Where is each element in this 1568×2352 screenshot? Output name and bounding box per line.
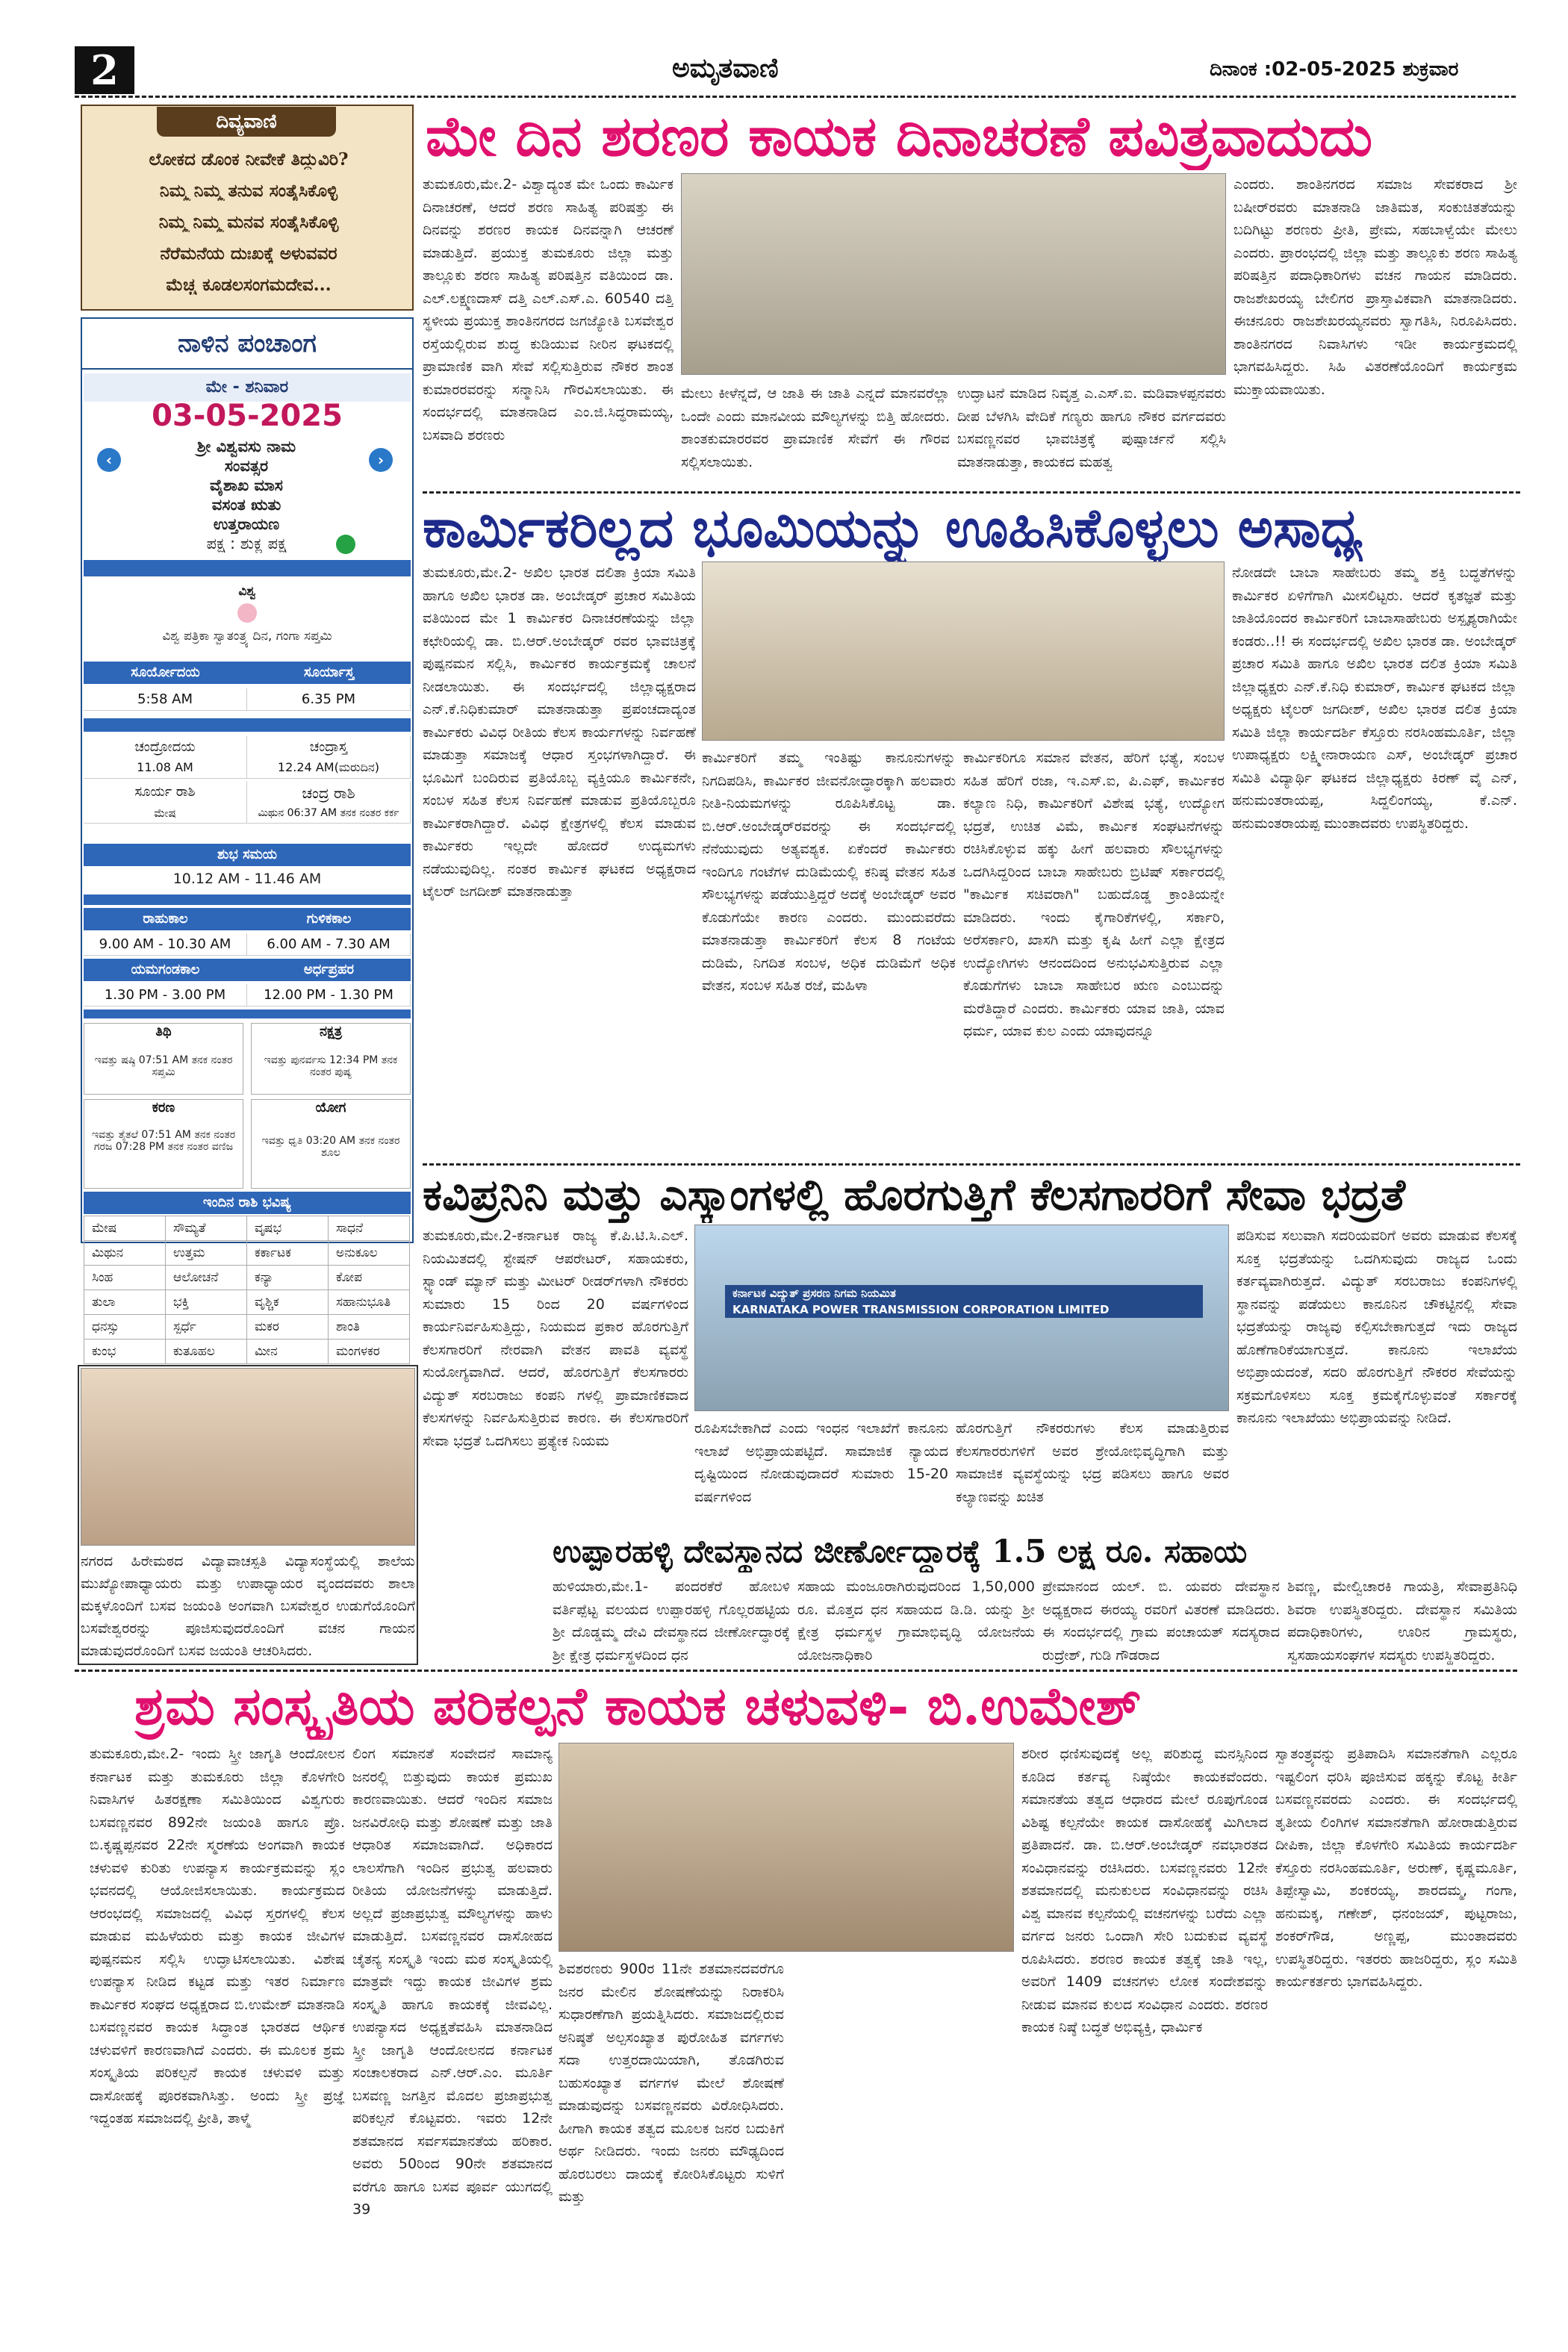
article4-col2: ಸಹಾಯ ಮಂಜೂರಾಗಿರುವುದರಿಂದ 1,50,000 ರೂ. ಮೊತ್ತದ ಧನ ಸಹಾಯದ ಡಿ.ಡಿ. ಯನ್ನು ಶ್ರೀ ಕ್ಷೇತ್ರ ಧರ್ಮಸ್ಥಳ ಗ್ರಾಮಾಭಿವೃದ್ಧಿ ಯೋಜನೆಯ ಯೋಜನಾಧಿಕಾರಿ <box>797 1578 1035 1664</box>
rashi-value: ಸ್ಪರ್ಧೆ <box>166 1315 247 1340</box>
rahu-header <box>84 908 411 930</box>
table-row <box>84 1241 410 1266</box>
chandra-rashi-label: ಚಂದ್ರ ರಾಶಿ <box>247 781 411 805</box>
rashi-name: ವೃಶ್ಚಿಕ <box>247 1290 329 1315</box>
date-line: ದಿನಾಂಕ :02-05-2025 ಶುಕ್ರವಾರ <box>1210 58 1459 81</box>
verse-line: ನೆರೆಮನೆಯ ದುಃಖಕ್ಕೆ ಅಳುವವರ <box>160 243 337 264</box>
shubha-label: ಶುಭ ಸಮಯ <box>217 847 278 862</box>
special-day: ವಿಶ್ವ ಪತ್ರಿಕಾ ಸ್ವಾತಂತ್ರ್ಯ ದಿನ, ಗಂಗಾ ಸಪ್ತಮಿ <box>162 629 332 644</box>
rashi-name: ಕರ್ಕಾಟಕ <box>247 1241 329 1266</box>
table-row <box>84 1340 410 1364</box>
article4-col4: ಶಿವಣ್ಣ, ಮೇಲ್ವಿಚಾರಕಿ ಗಾಯತ್ರಿ, ಸೇವಾಪ್ರತಿನಿಧಿ ಶಿವರಾ ಉಪಸ್ಥಿತರಿದ್ದರು. ದೇವಸ್ಥಾನ ಸಮಿತಿಯ ಪದಾಧಿಕಾರಿಗಳು, ಊರಿನ ಗ್ರಾಮಸ್ಥರು, ಸ್ವಸಹಾಯಸಂಘಗಳ ಸದಸ್ಯರು ಉಪಸ್ಥಿತರಿದ್ದರು. <box>1287 1578 1517 1664</box>
kptcl-building-photo <box>694 1225 1229 1411</box>
children-photo-caption: ನಗರದ ಹಿರೇಮಠದ ವಿದ್ಯಾವಾಚಸ್ಪತಿ ವಿದ್ಯಾಸಂಸ್ಥೆಯಲ್ಲಿ ಶಾಲೆಯ ಮುಖ್ಯೋಪಾಧ್ಯಾಯರು ಮತ್ತು ಉಪಾಧ್ಯಾಯರ ವೃಂದದವರು ಶಾಲಾ ಮಕ್ಕಳೊಂದಿಗೆ ಬಸವ ಜಯಂತಿ ಅಂಗವಾಗಿ ಬಸವೇಶ್ವರ ಉಡುಗೆಯೊಂದಿಗೆ ಬಸವೇಶ್ವರರನ್ನು ಪೂಜಿಸುವುದರೊಂದಿಗೆ ವಚನ ಗಾಯನ ಮಾಡುವುದರೊಂದಿಗೆ ಬಸವ ಜಯಂತಿ ಆಚರಿಸಿದರು. <box>81 1553 415 1659</box>
article2-col3: ಕಾರ್ಮಿಕರಿಗೂ ಸಮಾನ ವೇತನ, ಹೆರಿಗೆ ಭತ್ಯೆ, ಸಂಬಳ ಸಹಿತ ಹೆರಿಗೆ ರಜಾ, ಇ.ಎಸ್.ಐ, ಪಿ.ಎಫ್, ಕಾರ್ಮಿಕರ ಕಲ್ಯಾಣ ನಿಧಿ, ಕಾರ್ಮಿಕರಿಗೆ ವಿಶೇಷ ಭತ್ಯೆ, ಉದ್ಯೋಗ ಭದ್ರತೆ, ಉಚಿತ ವಿಮೆ, ಕಾರ್ಮಿಕ ಸಂಘಟನೆಗಳನ್ನು ರಚಿಸಿಕೊಳ್ಳುವ ಹಕ್ಕು ಹೀಗೆ ಹಲವಾರು ಸೌಲಭ್ಯಗಳನ್ನು ಒದಗಿಸಿದ್ದರಿಂದ ಬಾಬಾ ಸಾಹೇಬರು ಬ್ರಿಟಿಷ್ ಸರ್ಕಾರದಲ್ಲಿ "ಕಾರ್ಮಿಕ ಸಚಿವರಾಗಿ" ಬಹುದೊಡ್ಡ ಕ್ರಾಂತಿಯನ್ನೇ ಮಾಡಿದರು. ಇಂದು ಕೈಗಾರಿಕೆಗಳಲ್ಲಿ, ಸರ್ಕಾರಿ, ಅರೆಸರ್ಕಾರಿ, ಖಾಸಗಿ ಮತ್ತು ಕೃಷಿ ಹೀಗೆ ಎಲ್ಲಾ ಕ್ಷೇತ್ರದ ಉದ್ಯೋಗಿಗಳು ಆನಂದದಿಂದ ಅನುಭವಿಸುತ್ತಿರುವ ಎಲ್ಲಾ ಕೊಡುಗೆಗಳು ಬಾಬಾ ಸಾಹೇಬರ ಋಣ ಎಂಬುದನ್ನು ಮರೆತಿದ್ದಾರೆ ಎಂದರು. ಕಾರ್ಮಿಕರು ಯಾವ ಜಾತಿ, ಯಾವ ಧರ್ಮ, ಯಾವ ಕುಲ ಎಂದು ಯಾವುದನ್ನೂ <box>963 750 1225 1039</box>
headline-article1: ಮೇ ದಿನ ಶರಣರ ಕಾಯಕ ದಿನಾಚರಣೆ ಪವಿತ್ರವಾದುದು <box>426 105 1373 169</box>
moon-times <box>84 757 411 779</box>
rashi-table <box>84 1216 410 1364</box>
paper-name: ಅಮೃತವಾಣಿ <box>672 52 779 84</box>
article3-col1: ತುಮಕೂರು,ಮೇ.2-ಕರ್ನಾಟಕ ರಾಜ್ಯ ಕೆ.ಪಿ.ಟಿ.ಸಿ.ಎಲ್. ನಿಯಮಿತದಲ್ಲಿ ಸ್ಟೇಷನ್ ಆಪರೇಟರ್, ಸಹಾಯಕರು, ಸ್ಟ್ಯಾಂಡ್ ಮ್ಯಾನ್ ಮತ್ತು ಮೀಟರ್ ರೀಡರ್‌ಗಳಾಗಿ ನೌಕರರು ಸುಮಾರು 15 ರಿಂದ 20 ವರ್ಷಗಳಿಂದ ಕಾರ್ಯನಿರ್ವಹಿಸುತ್ತಿದ್ದು, ನಿಯಮದ ಪ್ರಕಾರ ಹೊರಗುತ್ತಿಗೆ ಕೆಲಸಗಾರರಿಗೆ ನೇರವಾಗಿ ವೇತನ ಪಾವತಿ ವ್ಯವಸ್ಥೆ ಸುಯೋಗ್ಯವಾಗಿದೆ. ಆದರೆ, ಹೊರಗುತ್ತಿಗೆ ಕೆಲಸಗಾರರು ವಿದ್ಯುತ್ ಸರಬರಾಜು ಕಂಪನಿ ಗಳಲ್ಲಿ ಪ್ರಾಮಾಣಿಕವಾದ ಕೆಲಸಗಳನ್ನು ನಿರ್ವಹಿಸುತ್ತಿರುವ ಕಾರಣ. ಈ ಕೆಲಸಗಾರರಿಗೆ ಸೇವಾ ಭದ್ರತೆ ಒದಗಿಸಲು ಪ್ರತ್ಯೇಕ ನಿಯಮ <box>423 1228 688 1449</box>
paksha: ಪಕ್ಷ : ಶುಕ್ಲ ಪಕ್ಷ <box>206 535 287 553</box>
rashi-value: ಸಾಧನೆ <box>329 1216 410 1241</box>
rashi-name: ತುಲಾ <box>84 1290 166 1315</box>
table-row <box>84 1266 410 1290</box>
panchanga-title: ನಾಳಿನ ಪಂಚಾಂಗ <box>81 317 414 370</box>
rashi-value: ಕುತೂಹಲ <box>166 1340 247 1364</box>
yoga-text: ಇವತ್ತು ಧೃತಿ 03:20 AM ತನಕ ನಂತರ ಶೂಲ <box>261 1135 400 1159</box>
tithi-label: ತಿಥಿ <box>155 1024 172 1039</box>
article5-col1: ತುಮಕೂರು,ಮೇ.2- ಇಂದು ಸ್ತ್ರೀ ಜಾಗೃತಿ ಆಂದೋಲನ ಕರ್ನಾಟಕ ಮತ್ತು ತುಮಕೂರು ಜಿಲ್ಲಾ ಕೊಳಗೇರಿ ನಿವಾಸಿಗಳ ಹಿತರಕ್ಷಣಾ ಸಮಿತಿಯಿಂದ ವಿಶ್ವಗುರು ಬಸವಣ್ಣನವರ 892ನೇ ಜಯಂತಿ ಹಾಗೂ ಪ್ರೊ. ಬಿ.ಕೃಷ್ಣಪ್ಪನವರ 22ನೇ ಸ್ಮರಣೆಯ ಅಂಗವಾಗಿ ಕಾಯಕ ಚಳುವಳಿ ಕುರಿತು ಉಪನ್ಯಾಸ ಕಾರ್ಯಕ್ರಮವನ್ನು ಸ್ಲಂ ಭವನದಲ್ಲಿ ಆಯೋಜಿಸಲಾಯಿತು. ಕಾರ್ಯಕ್ರಮದ ಆರಂಭದಲ್ಲಿ ಸಮಾಜದಲ್ಲಿ ವಿವಿಧ ಸ್ತರಗಳಲ್ಲಿ ಕೆಲಸ ಮಾಡುವ ಮಹಿಳೆಯರು ಮತ್ತು ಕಾಯಕ ಜೀವಿಗಳ ಪುಷ್ಪನಮನ ಸಲ್ಲಿಸಿ ಉದ್ಘಾಟಿಸಲಾಯಿತು. ವಿಶೇಷ ಉಪನ್ಯಾಸ ನೀಡಿದ ಕಟ್ಟಡ ಮತ್ತು ಇತರ ನಿರ್ಮಾಣ ಕಾರ್ಮಿಕರ ಸಂಘದ ಅಧ್ಯಕ್ಷರಾದ ಬಿ.ಉಮೇಶ್ ಮಾತನಾಡಿ ಬಸವಣ್ಣನವರ ಕಾಯಕ ಸಿದ್ಧಾಂತ ಭಾರತದ ಆರ್ಥಿಕ ಚಳುವಳಿಗೆ ಕಾರಣವಾಗಿದೆ ಎಂದರು. ಈ ಮೂಲಕ ಶ್ರಮ ಸಂಸ್ಕೃತಿಯ ಪರಿಕಲ್ಪನೆ ಕಾಯಕ ಚಳುವಳಿ ಮತ್ತು ದಾಸೋಹಕ್ಕೆ ಪೂರಕವಾಗಿಸಿತ್ತು. ಅಂದು ಸ್ತ್ರೀ ಪ್ರಜ್ಞೆ ಇದ್ದಂತಹ ಸಮಾಜದಲ್ಲಿ ಪ್ರೀತಿ, ತಾಳ್ಮೆ <box>90 1746 345 2127</box>
rashi-name: ಮೇಷ <box>84 1216 166 1241</box>
rashi-name: ಧನಸ್ಸು <box>84 1315 166 1340</box>
rashi-title: ಇಂದಿನ ರಾಶಿ ಭವಿಷ್ಯ <box>202 1195 292 1210</box>
nakshatra-text: ಇವತ್ತು ಪುನರ್ವಸು 12:34 PM ತನಕ ನಂತರ ಪುಷ್ಯ <box>264 1054 398 1078</box>
masthead-rule <box>75 96 1516 98</box>
rashi-value: ಮಂಗಳಕರ <box>329 1340 410 1364</box>
rashi-value: ಭಕ್ತಿ <box>166 1290 247 1315</box>
rashi-value: ಶಾಂತಿ <box>329 1315 410 1340</box>
deity-icon <box>237 603 257 623</box>
article5-col3: ಶಿವಶರಣರು 900ರ 11ನೇ ಶತಮಾನದವರೆಗೂ ಜನರ ಮೇಲಿನ ಶೋಷಣೆಯನ್ನು ನಿರಾಕರಿಸಿ ಸುಧಾರಣೆಗಾಗಿ ಪ್ರಯತ್ನಿಸಿದರು. ಸಮಾಜದಲ್ಲಿರುವ ಅನಿಷ್ಠತೆ ಅಲ್ಪಸಂಖ್ಯಾತ ಪುರೋಹಿತ ವರ್ಗಗಳು ಸದಾ ಉತ್ತರದಾಯಿಯಾಗಿ, ತೊಡಗಿರುವ ಬಹುಸಂಖ್ಯಾತ ವರ್ಗಗಳ ಮೇಲೆ ಶೋಷಣೆ ಮಾಡುವುದನ್ನು ಬಸವಣ್ಣನವರು ವಿರೋಧಿಸಿದರು. ಹೀಗಾಗಿ ಕಾಯಕ ತತ್ವದ ಮೂಲಕ ಜನರ ಬದುಕಿಗೆ ಅರ್ಥ ನೀಡಿದರು. ಇಂದು ಜನರು ಮೌಢ್ಯದಿಂದ ಹೊರಬರಲು ದಾಯಕ್ಕೆ ಕೋರಿಸಿಕೊಟ್ಟರು ಸುಳಿಗೆ ಮತ್ತು <box>559 1961 784 2205</box>
yama-header <box>84 959 411 981</box>
nakshatra-label: ನಕ್ಷತ್ರ <box>319 1024 343 1039</box>
divyavani-title: ದಿವ್ಯವಾಣಿ <box>157 107 336 137</box>
kala-divider <box>84 1009 411 1018</box>
samvatsara: ಸಂವತ್ಸರ <box>224 457 269 475</box>
rule <box>423 491 1520 494</box>
kptcl-banner-english: KARNATAKA POWER TRANSMISSION CORPORATION LIMITED <box>732 1303 1110 1316</box>
gulika-time: 6.00 AM - 7.30 AM <box>247 933 411 955</box>
sun-divider <box>84 718 411 732</box>
table-row <box>84 1315 410 1340</box>
moon-labels <box>84 736 411 758</box>
moonrise-label: ಚಂದ್ರೋದಯ <box>84 736 247 758</box>
rashi-name: ಸಿಂಹ <box>84 1266 166 1290</box>
gulika-label: ಗುಳಿಕಕಾಲ <box>306 911 352 927</box>
shubha-header <box>84 844 411 866</box>
sunset-time: 6.35 PM <box>247 688 411 710</box>
article2-col4: ನೋಡದೇ ಬಾಬಾ ಸಾಹೇಬರು ತಮ್ಮ ಶಕ್ತಿ ಬದ್ಧತೆಗಳನ್ನು ಕಾರ್ಮಿಕರ ಏಳಿಗೆಗಾಗಿ ಮೀಸಲಿಟ್ಟರು. ಆದರೆ ಕೃತಜ್ಞತೆ ಮತ್ತು ಜಾತಿಯೊಂದರ ಕಾರ್ಮಿಕರಿಗೆ ಬಾಬಾಸಾಹೇಬರು ಅಸ್ಪೃಶ್ಯರಾಗಿಯೇ ಕಂಡರು..!! ಈ ಸಂದರ್ಭದಲ್ಲಿ ಅಖಿಲ ಭಾರತ ಡಾ. ಅಂಬೇಡ್ಕರ್ ಪ್ರಚಾರ ಸಮಿತಿ ಹಾಗೂ ಅಖಿಲ ಭಾರತ ದಲಿತ ಕ್ರಿಯಾ ಸಮಿತಿ ಜಿಲ್ಲಾಧ್ಯಕ್ಷರು ಎನ್.ಕೆ.ನಿಧಿ ಕುಮಾರ್, ಕಾರ್ಮಿಕ ಘಟಕದ ಜಿಲ್ಲಾ ಅಧ್ಯಕ್ಷರು ಟೈಲರ್ ಜಗದೀಶ್, ಅಖಿಲ ಭಾರತ ದಲಿತ ಕ್ರಿಯಾ ಸಮಿತಿ ಜಿಲ್ಲಾ ಕಾರ್ಯದರ್ಶಿ ಕೆಸ್ತೂರು ನರಸಿಂಹಮೂರ್ತಿ, ಜಿಲ್ಲಾ ಉಪಾಧ್ಯಕ್ಷರು ಲಕ್ಷ್ಮೀನಾರಾಯಣ ಎಸ್, ಅಂಬೇಡ್ಕರ್ ಪ್ರಚಾರ ಸಮಿತಿ ವಿದ್ಯಾರ್ಥಿ ಘಟಕದ ಜಿಲ್ಲಾಧ್ಯಕ್ಷರು ಕಿರಣ್ ವೈ ಎನ್, ಹನುಮಂತರಾಯಪ್ಪ, ಸಿದ್ದಲಿಂಗಯ್ಯ, ಕೆ.ಎನ್. ಹನುಮಂತರಾಯಪ್ಪ ಮುಂತಾದವರು ಉಪಸ್ಥಿತರಿದ್ದರು. <box>1232 564 1517 832</box>
karana-label: ಕರಣ <box>152 1100 175 1116</box>
rashi-values <box>84 803 411 824</box>
ardha-label: ಅರ್ಧಪ್ರಹರ <box>303 962 355 977</box>
verse-line: ಲೋಕದ ಡೊಂಕ ನೀವೇಕೆ ತಿದ್ದುವಿರಿ? <box>149 149 349 169</box>
headline-article5: ಶ್ರಮ ಸಂಸ್ಕೃತಿಯ ಪರಿಕಲ್ಪನೆ ಕಾಯಕ ಚಳುವಳಿ- ಬಿ.ಉಮೇಶ್ <box>134 1675 1142 1737</box>
sunset-label: ಸೂರ್ಯಾಸ್ತ <box>303 665 355 680</box>
masa: ವೈಶಾಖ ಮಾಸ <box>210 476 283 494</box>
sun-header <box>84 662 411 684</box>
children-photo-frame <box>78 1365 418 1665</box>
rashi-name: ಕನ್ಯಾ <box>247 1266 329 1290</box>
yama-times <box>84 984 411 1007</box>
samvatsara-name: ಶ್ರೀ ವಿಶ್ವವಸು ನಾಮ <box>196 438 296 455</box>
headline-article3: ಕವಿಪ್ರನಿನಿ ಮತ್ತು ಎಸ್ಕಾಂಗಳಲ್ಲಿ ಹೊರಗುತ್ತಿಗೆ ಕೆಲಸಗಾರರಿಗೆ ಸೇವಾ ಭದ್ರತೆ <box>423 1169 1406 1220</box>
ardha-time: 12.00 PM - 1.30 PM <box>247 984 411 1006</box>
article1-col4: ಎಂದರು. ಶಾಂತಿನಗರದ ಸಮಾಜ ಸೇವಕರಾದ ಶ್ರೀ ಬಷೀರ್‌ರವರು ಮಾತನಾಡಿ ಜಾತಿಮತ, ಸಂಕುಚಿತತೆಯನ್ನು ಬದಿಗಿಟ್ಟು ಶರಣರು ಪ್ರೀತಿ, ಪ್ರೇಮ, ಸಹಬಾಳ್ವೆಯೇ ಮೇಲು ಎಂದರು. ಪ್ರಾರಂಭದಲ್ಲಿ ಜಿಲ್ಲಾ ಮತ್ತು ತಾಲ್ಲೂಕು ಶರಣ ಸಾಹಿತ್ಯ ಪರಿಷತ್ತಿನ ಪದಾಧಿಕಾರಿಗಳು ವಚನ ಗಾಯನ ಮಾಡಿದರು. ರಾಜಶೇಖರಯ್ಯ ಬೇಲಿಗರ ಪ್ರಾಸ್ತಾವಿಕವಾಗಿ ಮಾತನಾಡಿದರು. ಈಚನೂರು ರಾಜಶೇಖರಯ್ಯನವರು ಸ್ವಾಗತಿಸಿ, ನಿರೂಪಿಸಿದರು. ಶಾಂತಿನಗರದ ನಿವಾಸಿಗಳು ಇಡೀ ಕಾರ್ಯಕ್ರಮದಲ್ಲಿ ಭಾಗವಹಿಸಿದ್ದರು. ಸಿಹಿ ವಿತರಣೆಯೊಂದಿಗೆ ಕಾರ್ಯಕ್ರಮ ಮುಕ್ತಾಯವಾಯಿತು. <box>1233 176 1517 398</box>
special-label: ವಿಶ್ವ <box>238 584 256 599</box>
article5-col3b <box>790 1958 1014 2325</box>
article5-col5: ಸ್ವಾತಂತ್ರ್ಯವನ್ನು ಪ್ರತಿಪಾದಿಸಿ ಸಮಾನತೆಗಾಗಿ ಎಲ್ಲರೂ ಇಷ್ಟಲಿಂಗ ಧರಿಸಿ ಪೂಜಿಸುವ ಹಕ್ಕನ್ನು ಕೊಟ್ಟ ಕೀರ್ತಿ ಬಸವಣ್ಣನವರದು ಎಂದರು. ಈ ಸಂದರ್ಭದಲ್ಲಿ ತೃತೀಯ ಲಿಂಗಿಗಳ ಸಮಾನತೆಗಾಗಿ ಹೋರಾಡುತ್ತಿರುವ ದೀಪಿಕಾ, ಜಿಲ್ಲಾ ಕೊಳಗೇರಿ ಸಮಿತಿಯ ಕಾರ್ಯದರ್ಶಿ ಕೆಸ್ತೂರು ನರಸಿಂಹಮೂರ್ತಿ, ಅರುಣ್, ಕೃಷ್ಣಮೂರ್ತಿ, ತಿಪ್ಪೇಸ್ವಾಮಿ, ಶಂಕರಯ್ಯ, ಶಾರದಮ್ಮ, ಗಂಗಾ, ಹನುಮಕ್ಕ, ಗಣೇಶ್, ಧನಂಜಯ್, ಪುಟ್ಟರಾಜು, ಶಂಕರ್‌ಗೌಡ, ಅಣ್ಣಪ್ಪ, ಮುಂತಾದವರು ಉಪಸ್ಥಿತರಿದ್ದರು. ಇತರರು ಹಾಜರಿದ್ದರು, ಸ್ಲಂ ಸಮಿತಿ ಕಾರ್ಯಕರ್ತರು ಭಾಗವಹಿಸಿದ್ದರು. <box>1275 1746 1517 1990</box>
ambedkar-event-photo <box>702 561 1225 741</box>
rashi-value: ಆಲೋಚನೆ <box>166 1266 247 1290</box>
rahu-time: 9.00 AM - 10.30 AM <box>84 933 247 955</box>
sun-times <box>84 688 411 711</box>
verse-line: ನಿಮ್ಮ ನಿಮ್ಮ ಮನವ ಸಂತೈಸಿಕೊಳ್ಳಿ <box>158 212 339 232</box>
rashi-value: ಉತ್ತಮ <box>166 1241 247 1266</box>
sunrise-time: 5:58 AM <box>84 688 247 710</box>
kptcl-banner <box>725 1285 1203 1318</box>
tithi-text: ಇವತ್ತು ಷಷ್ಠಿ 07:51 AM ತನಕ ನಂತರ ಸಪ್ತಮಿ <box>94 1054 233 1078</box>
surya-rashi: ಮೇಷ <box>84 803 247 823</box>
rashi-name: ಕುಂಭ <box>84 1340 166 1364</box>
article1-col3: ಉದ್ಘಾಟನೆ ಮಾಡಿದ ನಿವೃತ್ತ ಎ.ಎಸ್.ಐ. ಮಡಿವಾಳಪ್ಪನವರು ದೀಪ ಬೆಳಗಿಸಿ ವೇದಿಕೆ ಗಣ್ಯರು ಹಾಗೂ ನೌಕರ ವರ್ಗದವರು ಬಸವಣ್ಣನವರ ಭಾವಚಿತ್ರಕ್ಕೆ ಪುಷ್ಪಾರ್ಚನೆ ಸಲ್ಲಿಸಿ ಮಾತನಾಡುತ್ತಾ, ಕಾಯಕದ ಮಹತ್ವ <box>957 385 1226 470</box>
shubha-divider <box>84 895 411 905</box>
sunrise-label: ಸೂರ್ಯೋದಯ <box>131 665 200 680</box>
rashi-name: ವೃಷಭ <box>247 1216 329 1241</box>
moonset-label: ಚಂದ್ರಾಸ್ತ <box>247 736 411 758</box>
next-day-button[interactable]: › <box>369 448 393 472</box>
article2-col1: ತುಮಕೂರು,ಮೇ.2- ಅಖಿಲ ಭಾರತ ದಲಿತಾ ಕ್ರಿಯಾ ಸಮಿತಿ ಹಾಗೂ ಅಖಿಲ ಭಾರತ ಡಾ. ಅಂಬೇಡ್ಕರ್ ಪ್ರಚಾರ ಸಮಿತಿಯ ವತಿಯಿಂದ ಮೇ 1 ಕಾರ್ಮಿಕರ ದಿನಾಚರಣೆಯನ್ನು ಜಿಲ್ಲಾ ಕಛೇರಿಯಲ್ಲಿ ಡಾ. ಬಿ.ಆರ್.ಅಂಬೇಡ್ಕರ್ ರವರ ಭಾವಚಿತ್ರಕ್ಕೆ ಪುಷ್ಪನಮನ ಸಲ್ಲಿಸಿ, ಕಾರ್ಮಿಕರ ಕಾರ್ಯಕ್ರಮಕ್ಕೆ ಚಾಲನೆ ನೀಡಲಾಯಿತು. ಈ ಸಂದರ್ಭದಲ್ಲಿ ಜಿಲ್ಲಾಧ್ಯಕ್ಷರಾದ ಎನ್.ಕೆ.ನಿಧಿಕುಮಾರ್ ಮಾತನಾಡುತ್ತಾ ಪ್ರಪಂಚದಾದ್ಯಂತ ಕಾರ್ಮಿಕರು ವಿವಿಧ ರೀತಿಯ ಕೆಲಸ ಕಾರ್ಯಗಳನ್ನು ನಿರ್ವಹಣೆ ಮಾಡುತ್ತಾ ಸಮಾಜಕ್ಕೆ ಆಧಾರ ಸ್ತಂಭಗಳಾಗಿದ್ದಾರೆ. ಈ ಭೂಮಿಗೆ ಬಂದಿರುವ ಪ್ರತಿಯೊಬ್ಬ ವ್ಯಕ್ತಿಯೂ ಕಾರ್ಮಿಕನೇ, ಸಂಬಳ ಸಹಿತ ಕೆಲಸ ನಿರ್ವಹಣೆ ಮಾಡುವ ಪ್ರತಿಯೊಬ್ಬರೂ ಕಾರ್ಮಿಕರಾಗಿದ್ದಾರೆ. ವಿವಿಧ ಕ್ಷೇತ್ರಗಳಲ್ಲಿ ಕೆಲಸ ಮಾಡುವ ಕಾರ್ಮಿಕರು ಇಲ್ಲದೇ ಹೋದರೆ ಉದ್ಯಮಗಳು ನಡೆಯುವುದಿಲ್ಲ. ನಂತರ ಕಾರ್ಮಿಕ ಘಟಕದ ಅಧ್ಯಕ್ಷರಾದ ಟೈಲರ್ ಜಗದೀಶ್ ಮಾತನಾಡುತ್ತಾ <box>423 564 696 900</box>
article1-col1: ತುಮಕೂರು,ಮೇ.2- ವಿಶ್ವಾದ್ಯಂತ ಮೇ ಒಂದು ಕಾರ್ಮಿಕ ದಿನಾಚರಣೆ, ಆದರೆ ಶರಣ ಸಾಹಿತ್ಯ ಪರಿಷತ್ತು ಈ ದಿನವನ್ನು ಶರಣರ ಕಾಯಕ ದಿನವನ್ನಾಗಿ ಆಚರಣೆ ಮಾಡುತ್ತಿದೆ. ಪ್ರಯುಕ್ತ ತುಮಕೂರು ಜಿಲ್ಲಾ ಮತ್ತು ತಾಲ್ಲೂಕು ಶರಣ ಸಾಹಿತ್ಯ ಪರಿಷತ್ತಿನ ವತಿಯಿಂದ ಡಾ. ಎಲ್.ಲಕ್ಷ್ಮಣದಾಸ್ ದತ್ತಿ ಎಲ್.ಎಸ್.ಎ. 60540 ದತ್ತಿ ಸ್ಥಳೀಯ ಪ್ರಯುಕ್ತ ಶಾಂತಿನಗರದ ಜಗಜ್ಯೋತಿ ಬಸವೇಶ್ವರ ರಸ್ತೆಯಲ್ಲಿರುವ ಶುದ್ಧ ಕುಡಿಯುವ ನೀರಿನ ಘಟಕದಲ್ಲಿ ಪ್ರಾಮಾಣಿಕ ವಾಗಿ ಸೇವೆ ಸಲ್ಲಿಸುತ್ತಿರುವ ನೌಕರ ಶಾಂತ ಕುಮಾರರವರನ್ನು ಸನ್ಮಾನಿಸಿ ಗೌರವಿಸಲಾಯಿತು. ಈ ಸಂದರ್ಭದಲ್ಲಿ ಮಾತನಾಡಿದ ಎಂ.ಜಿ.ಸಿದ್ಧರಾಮಯ್ಯ, ಬಸವಾದಿ ಶರಣರು <box>423 176 673 444</box>
umesh-event-photo <box>559 1743 1014 1952</box>
panchanga-month-day: ಮೇ - ಶನಿವಾರ <box>84 373 411 402</box>
rule <box>423 1163 1520 1166</box>
rashi-name: ಮೀನ <box>247 1340 329 1364</box>
rule <box>75 1670 1517 1672</box>
yoga-box <box>251 1099 411 1189</box>
table-row <box>84 1290 410 1315</box>
article4-col3: ಪ್ರೇಮಾನಂದ ಯಲ್. ಬಿ. ಯವರು ದೇವಸ್ಥಾನ ಅಧ್ಯಕ್ಷರಾದ ಈರಯ್ಯ ರವರಿಗೆ ವಿತರಣೆ ಮಾಡಿದರು. ಈ ಸಂದರ್ಭದಲ್ಲಿ ಗ್ರಾಮ ಪಂಚಾಯತ್ ಸದಸ್ಯರಾದ ರುದ್ರೇಶ್, ಗುಡಿ ಗೌಡರಾದ <box>1042 1578 1280 1664</box>
yama-time: 1.30 PM - 3.00 PM <box>84 984 247 1006</box>
shubha-time: 10.12 AM - 11.46 AM <box>172 871 322 887</box>
rashi-name: ಮಕರ <box>247 1315 329 1340</box>
article5-col4: ಶರೀರ ಧಣಿಸುವುದಕ್ಕೆ ಅಲ್ಲ ಪರಿಶುದ್ಧ ಮನಸ್ಸಿನಿಂದ ಕೂಡಿದ ಕರ್ತವ್ಯ ನಿಷ್ಠೆಯೇ ಕಾಯಕವೆಂದರು. ಸಮಾನತೆಯ ತತ್ವದ ಆಧಾರದ ಮೇಲೆ ರೂಪುಗೊಂಡ ವಿಶಿಷ್ಟ ಕಲ್ಪನೆಯೇ ಕಾಯಕ ದಾಸೋಹಕ್ಕೆ ಮಿಗಿಲಾದ ಪ್ರತಿಪಾದನೆ. ಡಾ. ಬಿ.ಆರ್.ಅಂಬೇಡ್ಕರ್ ನವಭಾರತದ ಸಂವಿಧಾನವನ್ನು ರಚಿಸಿದರು. ಬಸವಣ್ಣನವರು 12ನೇ ಶತಮಾನದಲ್ಲಿ ಮನುಕುಲದ ಸಂವಿಧಾನವನ್ನು ರಚಿಸಿ ವಿಶ್ವ ಮಾನವ ಕಲ್ಪನೆಯಲ್ಲಿ ವಚನಗಳನ್ನು ಬರೆದು ಎಲ್ಲಾ ವರ್ಗದ ಜನರು ಒಂದಾಗಿ ಸೇರಿ ಬದುಕುವ ವ್ಯವಸ್ಥೆ ರೂಪಿಸಿದರು. ಶರಣರ ಕಾಯಕ ತತ್ವಕ್ಕೆ ಜಾತಿ ಇಲ್ಲ, ಅವರಿಗೆ 1409 ವಚನಗಳು ಲೋಕ ಸಂದೇಶವನ್ನು ನೀಡುವ ಮಾನವ ಕುಲದ ಸಂವಿಧಾನ ಎಂದರು. ಶರಣರ ಕಾಯಕ ನಿಷ್ಠೆ ಬದ್ಧತೆ ಅಭಿವ್ಯಕ್ತಿ, ಧಾರ್ಮಿಕ <box>1021 1746 1268 2035</box>
rahu-label: ರಾಹುಕಾಲ <box>143 911 188 927</box>
rashi-value: ಅನುಕೂಲ <box>329 1241 410 1266</box>
article2-col2: ಕಾರ್ಮಿಕರಿಗೆ ತಮ್ಮ ಇಂತಿಷ್ಟು ಕಾನೂನುಗಳನ್ನು ನಿಗದಿಪಡಿಸಿ, ಕಾರ್ಮಿಕರ ಜೀವನೋದ್ಧಾರಕ್ಕಾಗಿ ಹಲವಾರು ನೀತಿ-ನಿಯಮಗಳನ್ನು ರೂಪಿಸಿಕೊಟ್ಟ ಡಾ. ಬಿ.ಆರ್.ಅಂಬೇಡ್ಕರ್‌ರವರನ್ನು ಈ ಸಂದರ್ಭದಲ್ಲಿ ನೆನೆಯುವುದು ಅತ್ಯವಶ್ಯಕ. ಏಕೆಂದರೆ ಕಾರ್ಮಿಕರು ಇಂದಿಗೂ ಗಂಟೆಗಳ ದುಡಿಮೆಯಲ್ಲಿ ಕನಿಷ್ಠ ವೇತನ ಸಹಿತ ಸೌಲಭ್ಯಗಳನ್ನು ಪಡೆಯುತ್ತಿದ್ದರೆ ಅದಕ್ಕೆ ಅಂಬೇಡ್ಕರ್ ಅವರ ಕೊಡುಗೆಯೇ ಕಾರಣ ಎಂದರು. ಮುಂದುವರೆದು ಮಾತನಾಡುತ್ತಾ ಕಾರ್ಮಿಕರಿಗೆ ಕೆಲಸ 8 ಗಂಟೆಯ ದುಡಿಮೆ, ನಿಗದಿತ ಸಂಬಳ, ಅಧಿಕ ದುಡಿಮೆಗೆ ಅಧಿಕ ವೇತನ, ಸಂಬಳ ಸಹಿತ ರಜೆ, ಮಹಿಳಾ <box>702 750 956 994</box>
rashi-header <box>84 1192 411 1214</box>
karana-text: ಇವತ್ತು ತೈತಲೆ 07:51 AM ತನಕ ನಂತರ ಗರಜ 07:28 PM ತನಕ ನಂತರ ವಣಿಜ <box>91 1129 236 1153</box>
article3-col4: ಪಡಿಸುವ ಸಲುವಾಗಿ ಸದರಿಯವರಿಗೆ ಅವರು ಮಾಡುವ ಕೆಲಸಕ್ಕೆ ಸೂಕ್ತ ಭದ್ರತೆಯನ್ನು ಒದಗಿಸುವುದು ರಾಜ್ಯದ ಒಂದು ಕರ್ತವ್ಯವಾಗಿರುತ್ತದೆ. ವಿದ್ಯುತ್ ಸರಬರಾಜು ಕಂಪನಿಗಳಲ್ಲಿ ಸ್ಥಾನವನ್ನು ಪಡೆಯಲು ಕಾನೂನಿನ ಚೌಕಟ್ಟಿನಲ್ಲಿ ಸೇವಾ ಭದ್ರತೆಯನ್ನು ರಾಜ್ಯವು ಕಲ್ಪಿಸಬೇಕಾಗುತ್ತದೆ ಇದು ರಾಜ್ಯದ ಹೊಣೆಗಾರಿಕೆಯಾಗುತ್ತದೆ. ಕಾನೂನು ಇಲಾಖೆಯ ಅಭಿಪ್ರಾಯದಂತೆ, ಸದರಿ ಹೊರಗುತ್ತಿಗೆ ನೌಕರರ ಸೇವೆಯನ್ನು ಸಕ್ರಮಗೊಳಿಸಲು ಸೂಕ್ತ ಕ್ರಮಕೈಗೊಳ್ಳುವಂತೆ ಸರ್ಕಾರಕ್ಕೆ ಕಾನೂನು ಇಲಾಖೆಯು ಅಭಿಪ್ರಾಯವನ್ನು ನೀಡಿದೆ. <box>1236 1228 1517 1426</box>
karana-box <box>84 1099 243 1189</box>
table-row <box>84 1216 410 1241</box>
rashi-labels <box>84 781 411 805</box>
headline-article2: ಕಾರ್ಮಿಕರಿಲ್ಲದ ಭೂಮಿಯನ್ನು ಊಹಿಸಿಕೊಳ್ಳಲು ಅಸಾಧ್ಯ <box>423 496 1363 559</box>
ritu: ವಸಂತ ಋತು <box>211 496 281 514</box>
kptcl-banner-kannada: ಕರ್ನಾಟಕ ವಿದ್ಯುತ್ ಪ್ರಸರಣ ನಿಗಮ ನಿಯಮಿತ <box>732 1287 896 1300</box>
rashi-value: ಸೌಮ್ಯತೆ <box>166 1216 247 1241</box>
tithi-box <box>84 1023 243 1095</box>
panchanga-date: 03-05-2025 <box>152 399 343 433</box>
moonset-time: 12.24 AM(ಮರುದಿನ) <box>247 757 411 778</box>
moonrise-time: 11.08 AM <box>84 757 247 778</box>
whatsapp-icon[interactable] <box>336 535 355 554</box>
article3-col2: ರೂಪಿಸಬೇಕಾಗಿದೆ ಎಂದು ಇಂಧನ ಇಲಾಖೆಗೆ ಕಾನೂನು ಇಲಾಖೆ ಅಭಿಪ್ರಾಯಪಟ್ಟಿದೆ. ಸಾಮಾಜಿಕ ನ್ಯಾಯದ ದೃಷ್ಟಿಯಿಂದ ನೋಡುವುದಾದರೆ ಸುಮಾರು 15-20 ವರ್ಷಗಳಿಂದ <box>694 1420 948 1505</box>
panchanga-divider <box>84 560 411 576</box>
chandra-rashi: ಮಿಥುನ 06:37 AM ತನಕ ನಂತರ ಕರ್ಕ <box>247 803 411 823</box>
yama-label: ಯಮಗಂಡಕಾಲ <box>131 962 200 977</box>
rashi-name: ಮಿಥುನ <box>84 1241 166 1266</box>
rahu-times <box>84 933 411 956</box>
prev-day-button[interactable]: ‹ <box>97 448 121 472</box>
rashi-value: ಸಹಾನುಭೂತಿ <box>329 1290 410 1315</box>
article1-col2: ಮೇಲು ಕೀಳೆನ್ನದೆ, ಆ ಜಾತಿ ಈ ಜಾತಿ ಎನ್ನದೆ ಮಾನವರೆಲ್ಲಾ ಒಂದೇ ಎಂದು ಮಾನವೀಯ ಮೌಲ್ಯಗಳನ್ನು ಬಿತ್ತಿ ಹೋದರು. ಶಾಂತಕುಮಾರರವರ ಪ್ರಾಮಾಣಿಕ ಸೇವೆಗೆ ಈ ಗೌರವ ಸಲ್ಲಿಸಲಾಯಿತು. <box>681 385 950 470</box>
ayana: ಉತ್ತರಾಯಣ <box>213 515 280 533</box>
page-number: 2 <box>75 46 134 94</box>
headline-article4: ಉಪ್ಪಾರಹಳ್ಳಿ ದೇವಸ್ಥಾನದ ಜೀರ್ಣೋದ್ದಾರಕ್ಕೆ 1.5 ಲಕ್ಷ ರೂ. ಸಹಾಯ <box>553 1533 1248 1569</box>
verse-line: ಮೆಚ್ಚ ಕೂಡಲಸಂಗಮದೇವ... <box>166 275 332 295</box>
article4-col1: ಹುಳಿಯಾರು,ಮೇ.1- ಪಂದರಕೆರೆ ಹೋಬಳಿ ವರ್ತಿಪ್ಪೆಟ್ಟ ವಲಯದ ಉಪ್ಪಾರಹಳ್ಳಿ ಗೊಲ್ಲರಹಟ್ಟಿಯ ಶ್ರೀ ದೊಡ್ಡಮ್ಮ ದೇವಿ ದೇವಸ್ಥಾನದ ಜೀರ್ಣೋದ್ಧಾರಕ್ಕೆ ಶ್ರೀ ಕ್ಷೇತ್ರ ಧರ್ಮಸ್ಥಳದಿಂದ ಧನ <box>553 1578 790 1664</box>
rashi-value: ಕೋಪ <box>329 1266 410 1290</box>
article5-col2: ಲಿಂಗ ಸಮಾನತೆ ಸಂವೇದನೆ ಸಾಮಾನ್ಯ ಜನರಲ್ಲಿ ಬಿತ್ತುವುದು ಕಾಯಕ ಪ್ರಮುಖ ಕಾರಣವಾಯಿತು. ಆದರೆ ಇಂದಿನ ಸಮಾಜ ಜನವಿರೋಧಿ ಮತ್ತು ಶೋಷಣೆ ಮತ್ತು ಜಾತಿ ಆಧಾರಿತ ಸಮಾಜವಾಗಿದೆ. ಅಧಿಕಾರದ ಲಾಲಸೆಗಾಗಿ ಇಂದಿನ ಪ್ರಭುತ್ವ ಹಲವಾರು ರೀತಿಯ ಯೋಜನೆಗಳನ್ನು ಮಾಡುತ್ತಿದೆ. ಅಲ್ಲದೆ ಪ್ರಜಾಪ್ರಭುತ್ವ ಮೌಲ್ಯಗಳನ್ನು ಹಾಳು ಮಾಡುತ್ತಿದೆ. ಬಸವಣ್ಣನವರ ದಾಸೋಹದ ಚೈತನ್ಯ ಸಂಸ್ಕೃತಿ ಇಂದು ಮಠ ಸಂಸ್ಕೃತಿಯಲ್ಲಿ ಮಾತ್ರವೇ ಇದ್ದು ಕಾಯಕ ಜೀವಿಗಳ ಶ್ರಮ ಸಂಸ್ಕೃತಿ ಹಾಗೂ ಕಾಯಕಕ್ಕೆ ಜೀವವಿಲ್ಲ. ಉಪನ್ಯಾಸದ ಅಧ್ಯಕ್ಷತೆವಹಿಸಿ ಮಾತನಾಡಿದ ಸ್ತ್ರೀ ಜಾಗೃತಿ ಆಂದೋಲನದ ಕರ್ನಾಟಕ ಸಂಚಾಲಕರಾದ ಎನ್.ಆರ್.ಎಂ. ಮೂರ್ತಿ ಬಸವಣ್ಣ ಜಗತ್ತಿನ ಮೊದಲ ಪ್ರಜಾಪ್ರಭುತ್ವ ಪರಿಕಲ್ಪನೆ ಕೊಟ್ಟವರು. ಇವರು 12ನೇ ಶತಮಾನದ ಸರ್ವಸಮಾನತೆಯ ಹರಿಕಾರ. ಅವರು 50ರಿಂದ 90ನೇ ಶತಮಾನದ ವರೆಗೂ ಹಾಗೂ ಬಸವ ಪೂರ್ವ ಯುಗದಲ್ಲಿ 39 <box>352 1746 553 2218</box>
surya-rashi-label: ಸೂರ್ಯ ರಾಶಿ <box>84 781 247 805</box>
article3-col3: ಹೊರಗುತ್ತಿಗೆ ನೌಕರರುಗಳು ಕೆಲಸ ಮಾಡುತ್ತಿರುವ ಕೆಲಸಗಾರರುಗಳಿಗೆ ಅವರ ಶ್ರೇಯೋಭಿವೃದ್ಧಿಗಾಗಿ ಮತ್ತು ಸಾಮಾಜಿಕ ವ್ಯವಸ್ಥೆಯನ್ನು ಭದ್ರ ಪಡಿಸಲು ಹಾಗೂ ಅವರ ಕಲ್ಯಾಣವನ್ನು ಖಚಿತ <box>956 1420 1229 1505</box>
yoga-label: ಯೋಗ <box>315 1100 346 1116</box>
verse-line: ನಿಮ್ಮ ನಿಮ್ಮ ತನುವ ಸಂತೈಸಿಕೊಳ್ಳಿ <box>159 181 338 201</box>
may-day-photo <box>681 173 1226 375</box>
nakshatra-box <box>251 1023 411 1095</box>
